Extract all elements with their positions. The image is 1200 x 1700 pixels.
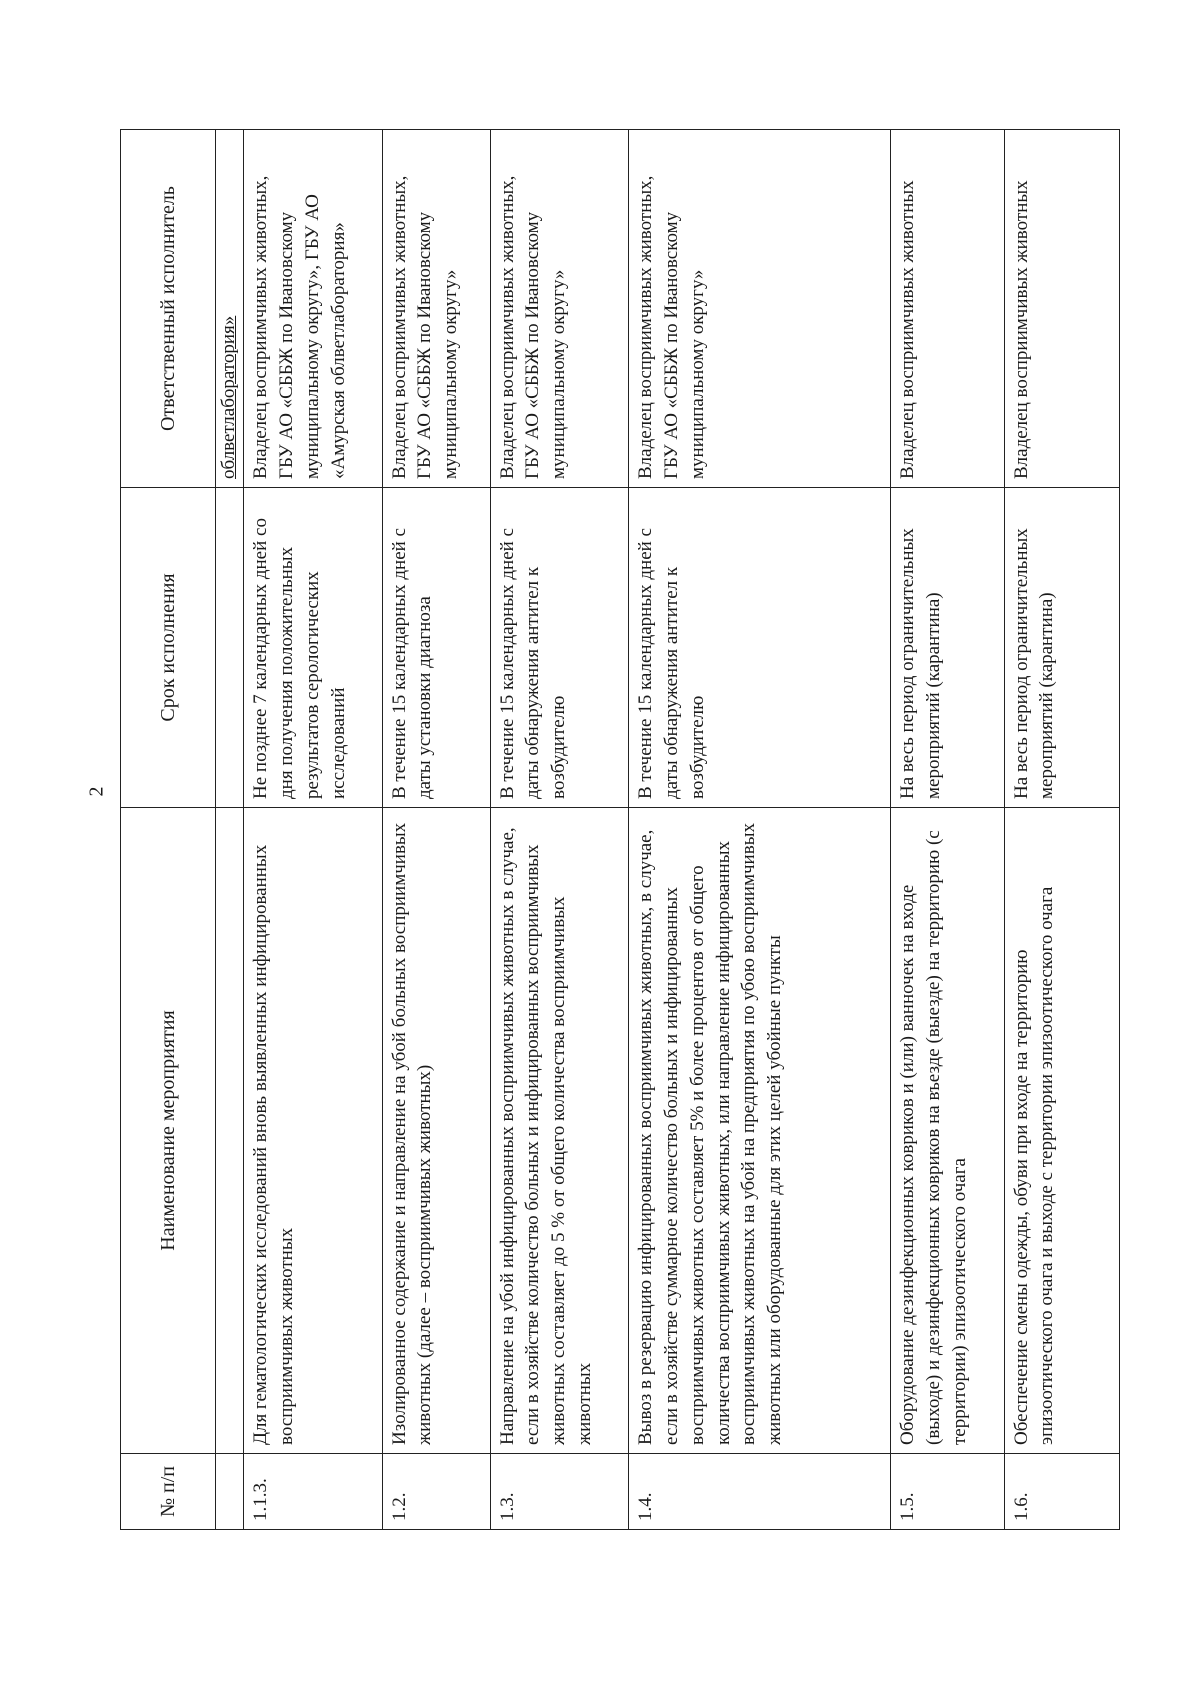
page-number: 2 <box>85 786 108 797</box>
rotated-document-sheet <box>120 130 1120 1530</box>
table-row <box>382 130 490 1530</box>
row-num: 1.6. <box>1004 1454 1119 1530</box>
measures-table <box>120 129 1120 1530</box>
continuation-exec: облветлаборатория» <box>218 315 239 479</box>
row-term: В течение 15 календарных дней с даты обнаружения антител к возбудителю <box>490 488 628 808</box>
row-exec: Владелец восприимчивых животных, ГБУ АО «СББЖ по Ивановскому муниципальному округу» <box>382 130 490 488</box>
table-row <box>1004 130 1119 1530</box>
row-exec: Владелец восприимчивых животных, ГБУ АО «СББЖ по Ивановскому муниципальному округу», ГБУ АО «Амурская облветлаборатория» <box>244 130 382 488</box>
row-num: 1.3. <box>490 1454 628 1530</box>
table-row <box>629 130 891 1530</box>
row-name: Изолированное содержание и направление на убой больных восприимчивых животных (далее – восприимчивых животных) <box>382 808 490 1454</box>
row-term: На весь период ограничительных мероприятий (карантина) <box>1004 488 1119 808</box>
row-exec: Владелец восприимчивых животных, ГБУ АО «СББЖ по Ивановскому муниципальному округу» <box>490 130 628 488</box>
row-term: Не позднее 7 календарных дней со дня получения положительных результатов серологических исследований <box>244 488 382 808</box>
header-exec: Ответственный исполнитель <box>121 130 216 488</box>
continuation-num <box>216 1454 244 1530</box>
continuation-name <box>216 808 244 1454</box>
row-name: Обеспечение смены одежды, обуви при входе на территорию эпизоотического очага и выходе с территории эпизоотического очага <box>1004 808 1119 1454</box>
row-num: 1.1.3. <box>244 1454 382 1530</box>
table-row <box>244 130 382 1530</box>
row-num: 1.4. <box>629 1454 891 1530</box>
table-header-row <box>121 130 216 1530</box>
continuation-row <box>216 130 244 1530</box>
continuation-term <box>216 488 244 808</box>
table-row <box>490 130 628 1530</box>
row-num: 1.5. <box>891 1454 1004 1530</box>
row-exec: Владелец восприимчивых животных <box>1004 130 1119 488</box>
row-term: В течение 15 календарных дней с даты установки диагноза <box>382 488 490 808</box>
header-name: Наименование мероприятия <box>121 808 216 1454</box>
row-name: Оборудование дезинфекционных ковриков и (или) ванночек на входе (выходе) и дезинфекционных ковриков на въезде (выезде) на территорию (с территории) эпизоотического очага <box>891 808 1004 1454</box>
row-name: Направление на убой инфицированных восприимчивых животных в случае, если в хозяйстве количество больных и инфицированных восприимчивых животных составляет до 5 % от общего количества восприимчивых животных <box>490 808 628 1454</box>
row-term: На весь период ограничительных мероприятий (карантина) <box>891 488 1004 808</box>
row-exec: Владелец восприимчивых животных, ГБУ АО «СББЖ по Ивановскому муниципальному округу» <box>629 130 891 488</box>
header-num: № п/п <box>121 1454 216 1530</box>
row-name: Вывоз в резервацию инфицированных восприимчивых животных, в случае, если в хозяйстве суммарное количество больных и инфицированных восприимчивых животных составляет 5% и более процентов от общего количества восприимчивых животных, или направление инфицированных восприимчивых животных на убой на предприятия по убою восприимчивых животных или оборудованные для этих целей убойные пункты <box>629 808 891 1454</box>
row-num: 1.2. <box>382 1454 490 1530</box>
table-row <box>891 130 1004 1530</box>
row-term: В течение 15 календарных дней с даты обнаружения антител к возбудителю <box>629 488 891 808</box>
header-term: Срок исполнения <box>121 488 216 808</box>
row-name: Для гематологических исследований вновь выявленных инфицированных восприимчивых животных <box>244 808 382 1454</box>
row-exec: Владелец восприимчивых животных <box>891 130 1004 488</box>
